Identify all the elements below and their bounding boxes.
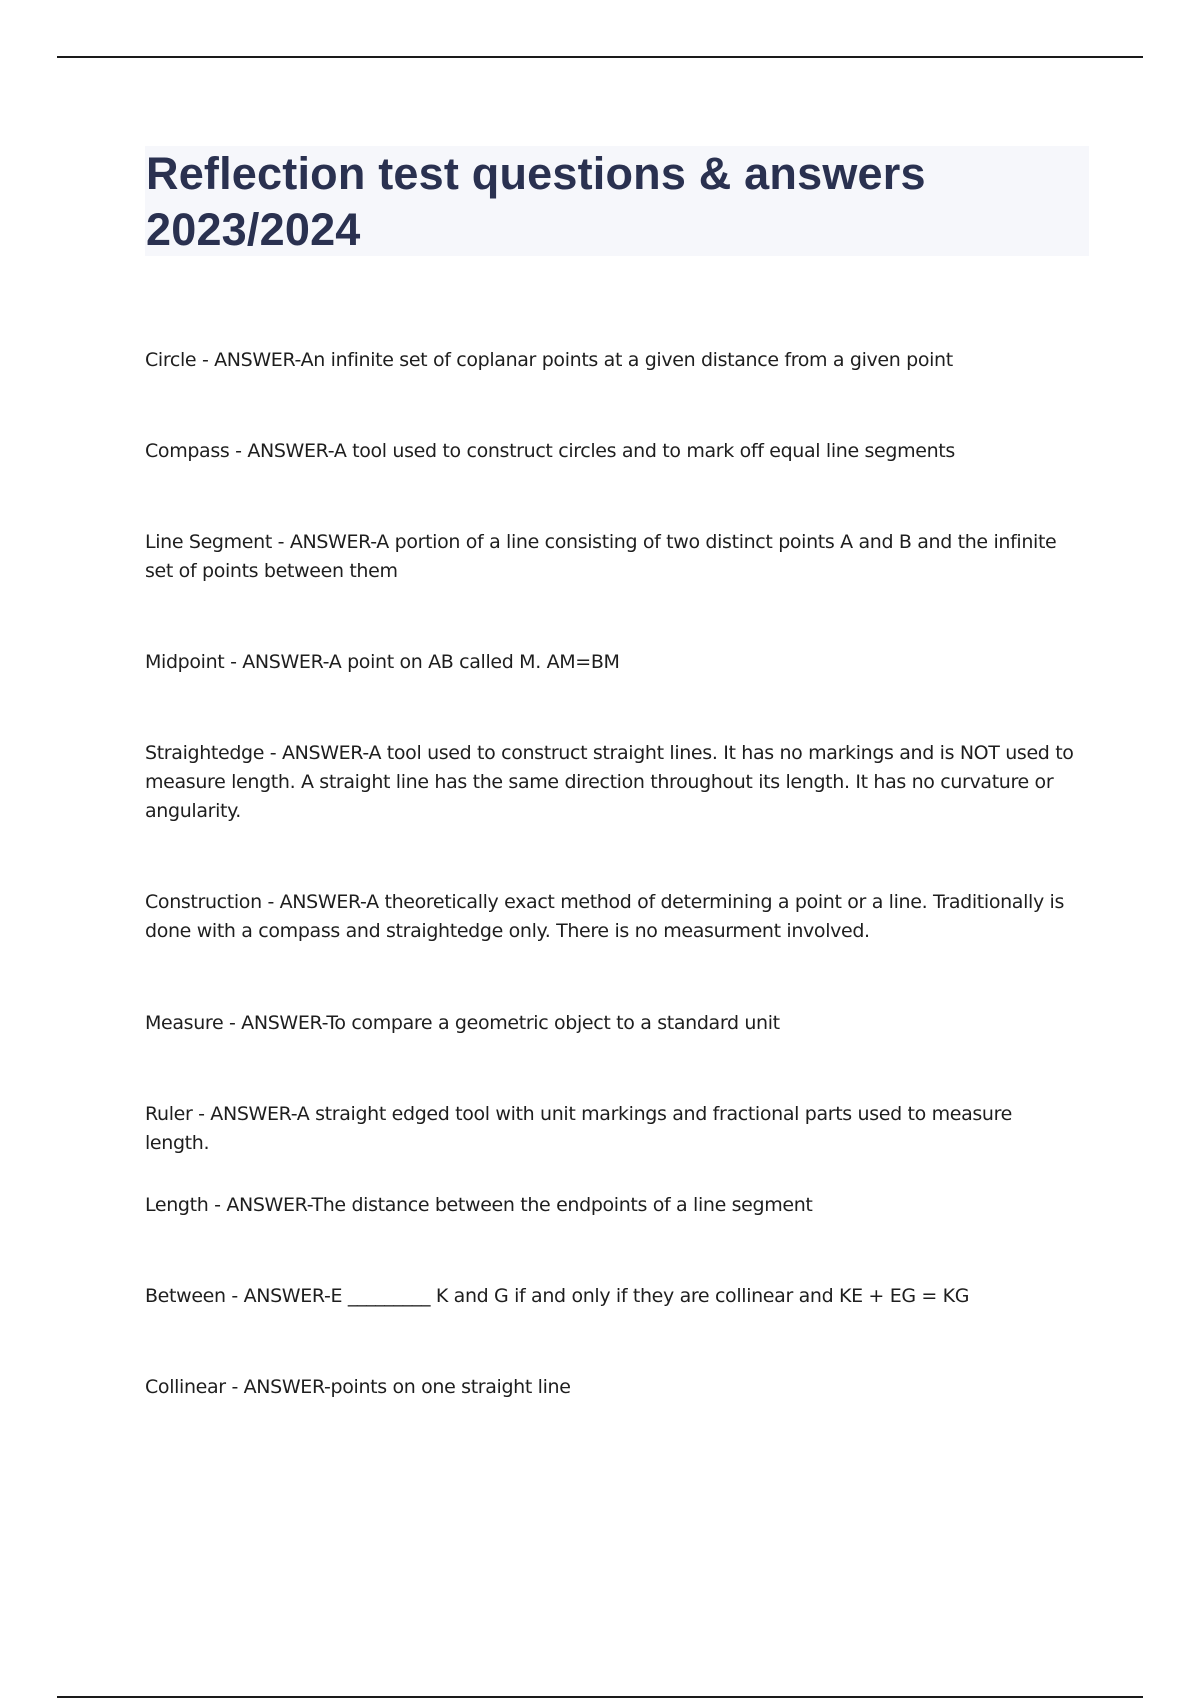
bottom-rule — [57, 1696, 1143, 1698]
qa-entry-collinear: Collinear - ANSWER-points on one straight line — [145, 1376, 571, 1398]
qa-entry-ruler: Ruler - ANSWER-A straight edged tool with unit markings and fractional parts used to measure length. — [145, 1103, 1012, 1154]
document-title — [145, 146, 1089, 258]
qa-entry-straightedge: Straightedge - ANSWER-A tool used to construct straight lines. It has no markings and is NOT used to measure length. A straight line has the same direction throughout its length. It has no curvature or angularity. — [145, 742, 1074, 822]
top-rule — [57, 56, 1143, 58]
document-title-line-2: 2023/2024 — [146, 204, 361, 255]
title-block — [145, 146, 1089, 256]
qa-entry-midpoint: Midpoint - ANSWER-A point on AB called M. AM=BM — [145, 651, 620, 673]
document-title-line-1: Reflection test questions & answers — [146, 148, 926, 199]
qa-entry-line-segment: Line Segment - ANSWER-A portion of a line consisting of two distinct points A and B and the infinite set of points between them — [145, 531, 1057, 582]
qa-entry-between: Between - ANSWER-E _________ K and G if and only if they are collinear and KE + EG = KG — [145, 1285, 970, 1307]
qa-entry-construction: Construction - ANSWER-A theoretically exact method of determining a point or a line. Traditionally is done with a compass and straightedge only. There is no measurment involved. — [145, 891, 1065, 942]
qa-entry-length: Length - ANSWER-The distance between the endpoints of a line segment — [145, 1194, 813, 1216]
qa-entry-compass: Compass - ANSWER-A tool used to construct circles and to mark off equal line segments — [145, 440, 955, 462]
qa-entry-circle: Circle - ANSWER-An infinite set of coplanar points at a given distance from a given point — [145, 349, 953, 371]
qa-entry-measure: Measure - ANSWER-To compare a geometric object to a standard unit — [145, 1012, 780, 1034]
